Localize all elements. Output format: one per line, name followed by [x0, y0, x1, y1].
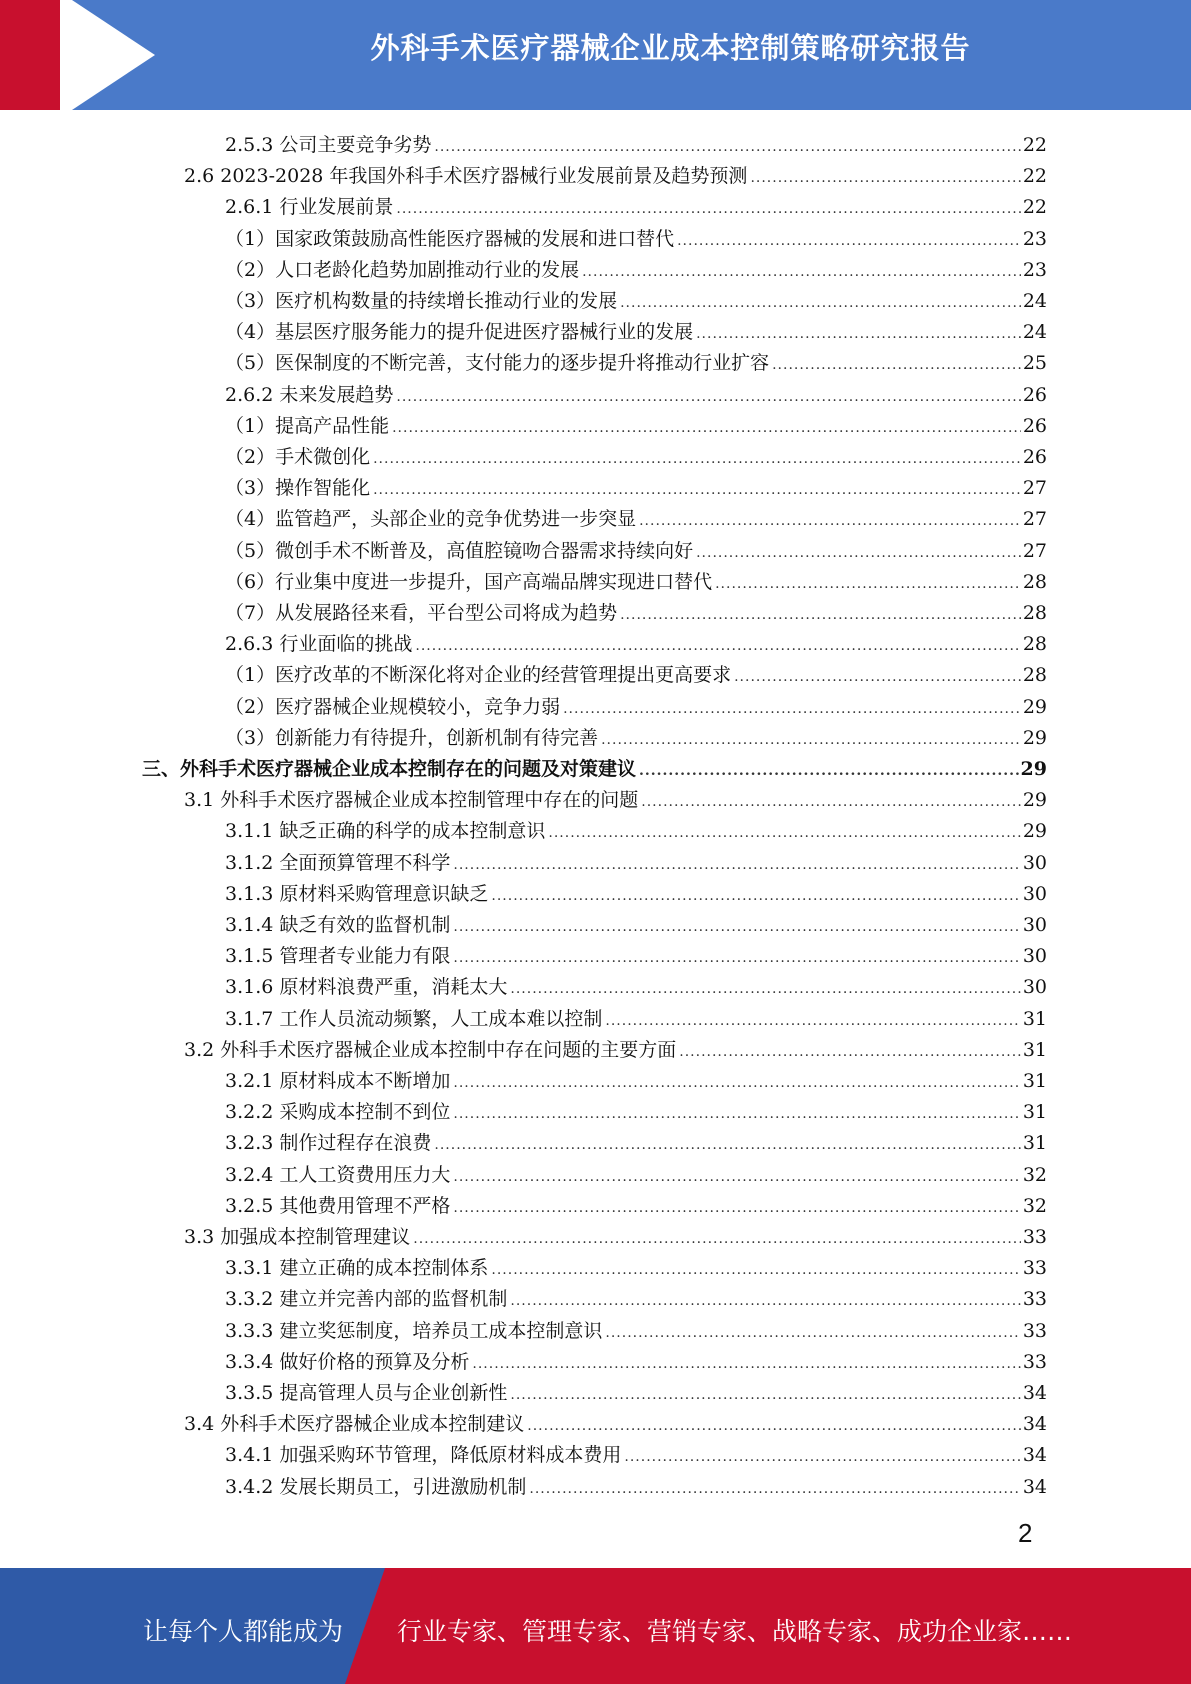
- toc-entry-label: （4）基层医疗服务能力的提升促进医疗器械行业的发展: [225, 321, 694, 344]
- toc-entry[interactable]: [184, 1405, 1047, 1436]
- toc-entry-label: 3.2.1 原材料成本不断增加: [225, 1070, 451, 1092]
- toc-entry-page: 30: [1022, 914, 1047, 936]
- toc-entry[interactable]: [225, 532, 1047, 563]
- toc-entry[interactable]: [225, 1343, 1047, 1374]
- toc-entry-page: 31: [1022, 1038, 1047, 1061]
- toc-entry-label: 3.3.5 提高管理人员与企业创新性: [225, 1382, 508, 1404]
- toc-dot-leader: [605, 1011, 1020, 1031]
- toc-entry-page: 30: [1022, 882, 1047, 905]
- toc-entry[interactable]: [225, 563, 1047, 594]
- toc-entry-page: 32: [1022, 1194, 1047, 1217]
- toc-entry[interactable]: [225, 594, 1047, 625]
- toc-entry[interactable]: [225, 1000, 1047, 1031]
- toc-entry-page: 34: [1022, 1475, 1047, 1498]
- toc-entry[interactable]: [225, 906, 1047, 937]
- toc-entry-label: （3）创新能力有待提升，创新机制有待完善: [225, 726, 599, 749]
- toc-dot-leader: [434, 1135, 1020, 1155]
- toc-entry-label: 3.4 外科手术医疗器械企业成本控制建议: [184, 1413, 525, 1436]
- toc-entry[interactable]: [225, 469, 1047, 500]
- toc-dot-leader: [373, 449, 1021, 469]
- toc-dot-leader: [639, 511, 1021, 531]
- toc-dot-leader: [582, 262, 1021, 282]
- footer-slogan-left: 让每个人都能成为: [143, 1617, 344, 1646]
- toc-entry-label: （2）手术微创化: [225, 446, 371, 468]
- toc-entry[interactable]: [225, 344, 1047, 375]
- toc-entry[interactable]: [225, 719, 1047, 750]
- toc-entry-page: 34: [1022, 1413, 1047, 1436]
- toc-entry[interactable]: [225, 1249, 1047, 1280]
- toc-entry-label: 3.2.5 其他费用管理不严格: [225, 1194, 451, 1217]
- toc-entry[interactable]: [225, 251, 1047, 282]
- toc-dot-leader: [696, 324, 1021, 344]
- toc-entry-page: 22: [1022, 134, 1047, 156]
- toc-entry[interactable]: [225, 688, 1047, 719]
- toc-entry-label: 2.6.1 行业发展前景: [225, 196, 394, 219]
- toc-entry-page: 28: [1022, 633, 1047, 656]
- toc-entry-page: 31: [1022, 1007, 1047, 1030]
- toc-entry-label: 3.2.3 制作过程存在浪费: [225, 1132, 432, 1155]
- toc-entry-page: 31: [1022, 1101, 1047, 1124]
- toc-dot-leader: [601, 730, 1021, 750]
- toc-entry[interactable]: [225, 656, 1047, 687]
- toc-entry[interactable]: [225, 1280, 1047, 1311]
- toc-dot-leader: [605, 1323, 1020, 1343]
- toc-entry-page: 24: [1022, 290, 1047, 312]
- toc-dot-leader: [472, 1354, 1020, 1374]
- toc-dot-leader: [696, 543, 1021, 563]
- toc-entry-label: （6）行业集中度进一步提升，国产高端品牌实现进口替代: [225, 570, 713, 593]
- toc-dot-leader: [396, 387, 1020, 407]
- toc-dot-leader: [373, 480, 1021, 500]
- toc-entry[interactable]: [225, 1093, 1047, 1124]
- report-title: 外科手术医疗器械企业成本控制策略研究报告: [370, 31, 971, 65]
- toc-entry-page: 33: [1022, 1319, 1047, 1342]
- toc-entry[interactable]: [225, 812, 1047, 843]
- toc-entry[interactable]: [225, 313, 1047, 344]
- toc-entry-page: 33: [1022, 1350, 1047, 1373]
- toc-entry[interactable]: [225, 1187, 1047, 1218]
- toc-dot-leader: [639, 761, 1019, 781]
- toc-entry-page: 29: [1022, 695, 1047, 718]
- toc-dot-leader: [453, 917, 1020, 937]
- toc-entry[interactable]: [225, 968, 1047, 999]
- toc-entry[interactable]: [225, 844, 1047, 875]
- toc-entry-page: 25: [1022, 352, 1047, 375]
- footer-slogan-right: 行业专家、管理专家、营销专家、战略专家、成功企业家……: [397, 1617, 1073, 1646]
- toc-dot-leader: [772, 355, 1021, 375]
- toc-entry-page: 24: [1022, 321, 1047, 344]
- toc-entry[interactable]: [225, 1156, 1047, 1187]
- toc-entry-page: 22: [1022, 165, 1047, 188]
- toc-dot-leader: [396, 199, 1020, 219]
- toc-dot-leader: [510, 979, 1020, 999]
- toc-entry-label: （2）医疗器械企业规模较小，竞争力弱: [225, 695, 561, 718]
- toc-dot-leader: [529, 1479, 1020, 1499]
- toc-dot-leader: [527, 1416, 1021, 1436]
- toc-entry[interactable]: [225, 1374, 1047, 1405]
- toc-entry[interactable]: [225, 1124, 1047, 1155]
- toc-entry-page: 29: [1022, 726, 1047, 749]
- toc-dot-leader: [510, 1385, 1020, 1405]
- page-footer: [0, 1568, 1191, 1684]
- toc-entry-label: 3.4.2 发展长期员工，引进激励机制: [225, 1475, 527, 1498]
- toc-entry-label: （4）监管趋严，头部企业的竞争优势进一步突显: [225, 508, 637, 531]
- toc-entry[interactable]: [225, 126, 1047, 157]
- header-chevron-icon: [60, 0, 155, 110]
- toc-entry[interactable]: [225, 188, 1047, 219]
- toc-entry-label: 3.1.6 原材料浪费严重，消耗太大: [225, 976, 508, 999]
- toc-entry-page: 26: [1022, 383, 1047, 406]
- toc-entry-label: 3.3.2 建立并完善内部的监督机制: [225, 1288, 508, 1311]
- toc-entry[interactable]: [225, 500, 1047, 531]
- toc-entry-page: 30: [1022, 945, 1047, 968]
- toc-entry-page: 31: [1022, 1132, 1047, 1155]
- toc-entry[interactable]: [225, 1312, 1047, 1343]
- toc-entry[interactable]: [225, 438, 1047, 469]
- toc-entry-label: 3.3 加强成本控制管理建议: [184, 1226, 411, 1248]
- toc-entry[interactable]: [225, 937, 1047, 968]
- toc-dot-leader: [510, 1291, 1020, 1311]
- toc-dot-leader: [677, 231, 1021, 251]
- toc-entry-label: 3.2 外科手术医疗器械企业成本控制中存在问题的主要方面: [184, 1038, 677, 1061]
- toc-entry-label: （3）医疗机构数量的持续增长推动行业的发展: [225, 290, 618, 312]
- toc-entry[interactable]: [225, 1436, 1047, 1467]
- toc-entry-label: 3.3.4 做好价格的预算及分析: [225, 1350, 470, 1373]
- toc-dot-leader: [491, 886, 1020, 906]
- toc-entry-label: 3.3.3 建立奖惩制度，培养员工成本控制意识: [225, 1319, 603, 1342]
- toc-entry[interactable]: [225, 1062, 1047, 1093]
- toc-entry[interactable]: [225, 220, 1047, 251]
- toc-entry-page: 26: [1022, 414, 1047, 437]
- toc-entry-page: 28: [1022, 664, 1047, 687]
- toc-entry-page: 33: [1022, 1288, 1047, 1311]
- page-number: 2: [1018, 1518, 1033, 1548]
- toc-entry-page: 31: [1022, 1070, 1047, 1092]
- toc-entry-label: （3）操作智能化: [225, 477, 371, 500]
- toc-entry-label: 2.5.3 公司主要竞争劣势: [225, 134, 432, 156]
- toc-dot-leader: [453, 1167, 1020, 1187]
- toc-entry-page: 34: [1022, 1444, 1047, 1467]
- toc-entry-page: 32: [1022, 1163, 1047, 1186]
- toc-entry[interactable]: [184, 781, 1047, 812]
- toc-entry[interactable]: [184, 1218, 1047, 1249]
- toc-entry-label: 3.1.1 缺乏正确的科学的成本控制意识: [225, 820, 546, 843]
- toc-dot-leader: [679, 1042, 1021, 1062]
- toc-entry-label: 2.6.3 行业面临的挑战: [225, 633, 413, 656]
- toc-dot-leader: [415, 636, 1020, 656]
- toc-entry-label: 3.1.4 缺乏有效的监督机制: [225, 914, 451, 936]
- toc-dot-leader: [563, 699, 1021, 719]
- toc-dot-leader: [750, 168, 1020, 188]
- toc-entry-label: 3.1.7 工作人员流动频繁，人工成本难以控制: [225, 1007, 603, 1030]
- toc-entry-page: 29: [1020, 758, 1047, 780]
- toc-entry-label: （1）国家政策鼓励高性能医疗器械的发展和进口替代: [225, 227, 675, 250]
- toc-entry-label: 3.1.3 原材料采购管理意识缺乏: [225, 882, 489, 905]
- toc-entry[interactable]: [225, 625, 1047, 656]
- toc-entry-page: 30: [1022, 976, 1047, 999]
- toc-entry-label: 3.1.5 管理者专业能力有限: [225, 945, 451, 968]
- toc-entry-page: 29: [1022, 789, 1047, 812]
- toc-dot-leader: [453, 1104, 1020, 1124]
- toc-dot-leader: [434, 137, 1020, 157]
- toc-dot-leader: [453, 855, 1020, 875]
- toc-entry-page: 33: [1022, 1226, 1047, 1248]
- toc-entry-page: 33: [1022, 1257, 1047, 1280]
- toc-entry-page: 23: [1022, 258, 1047, 281]
- toc-entry-page: 26: [1022, 446, 1047, 468]
- toc-dot-leader: [548, 823, 1020, 843]
- toc-dot-leader: [491, 1260, 1020, 1280]
- toc-dot-leader: [624, 1447, 1020, 1467]
- toc-entry-label: （1）医疗改革的不断深化将对企业的经营管理提出更高要求: [225, 664, 732, 687]
- toc-entry-label: 三、外科手术医疗器械企业成本控制存在的问题及对策建议: [142, 758, 637, 780]
- toc-entry[interactable]: [225, 376, 1047, 407]
- toc-dot-leader: [413, 1229, 1021, 1249]
- toc-dot-leader: [641, 792, 1021, 812]
- toc-dot-leader: [453, 948, 1020, 968]
- toc-entry-label: （5）医保制度的不断完善，支付能力的逐步提升将推动行业扩容: [225, 352, 770, 375]
- toc-entry[interactable]: [225, 1468, 1047, 1499]
- toc-entry-page: 23: [1022, 227, 1047, 250]
- toc-entry[interactable]: [184, 157, 1047, 188]
- toc-dot-leader: [453, 1198, 1020, 1218]
- toc-dot-leader: [620, 293, 1021, 313]
- toc-entry[interactable]: [184, 1031, 1047, 1062]
- toc-entry-label: 2.6 2023-2028 年我国外科手术医疗器械行业发展前景及趋势预测: [184, 165, 748, 188]
- toc-entry-page: 34: [1022, 1382, 1047, 1404]
- toc-entry[interactable]: [225, 407, 1047, 438]
- toc-entry-label: 3.2.2 采购成本控制不到位: [225, 1101, 451, 1124]
- toc-entry-page: 28: [1022, 602, 1047, 624]
- toc-entry-label: （5）微创手术不断普及，高值腔镜吻合器需求持续向好: [225, 539, 694, 562]
- toc-entry-label: （2）人口老龄化趋势加剧推动行业的发展: [225, 258, 580, 281]
- toc-dot-leader: [734, 667, 1021, 687]
- toc-entry-label: 3.2.4 工人工资费用压力大: [225, 1163, 451, 1186]
- toc-entry-label: （1）提高产品性能: [225, 414, 390, 437]
- toc-entry-page: 27: [1022, 539, 1047, 562]
- toc-dot-leader: [715, 574, 1021, 594]
- toc-entry[interactable]: [142, 750, 1047, 781]
- toc-entry-label: 3.3.1 建立正确的成本控制体系: [225, 1257, 489, 1280]
- toc-entry[interactable]: [225, 282, 1047, 313]
- toc-entry-page: 27: [1022, 477, 1047, 500]
- toc-entry-label: 3.1.2 全面预算管理不科学: [225, 851, 451, 874]
- toc-dot-leader: [620, 605, 1021, 625]
- toc-dot-leader: [392, 418, 1021, 438]
- toc-entry-page: 28: [1022, 570, 1047, 593]
- toc-entry-label: 3.4.1 加强采购环节管理，降低原材料成本费用: [225, 1444, 622, 1467]
- toc-entry-label: 2.6.2 未来发展趋势: [225, 383, 394, 406]
- toc-entry-page: 22: [1022, 196, 1047, 219]
- toc-entry-label: 3.1 外科手术医疗器械企业成本控制管理中存在的问题: [184, 789, 639, 812]
- toc-entry-label: （7）从发展路径来看，平台型公司将成为趋势: [225, 602, 618, 624]
- toc-entry-page: 30: [1022, 851, 1047, 874]
- toc-entry[interactable]: [225, 875, 1047, 906]
- toc-dot-leader: [453, 1073, 1020, 1093]
- toc-entry-page: 29: [1022, 820, 1047, 843]
- page-header: [0, 0, 1191, 110]
- toc-entry-page: 27: [1022, 508, 1047, 531]
